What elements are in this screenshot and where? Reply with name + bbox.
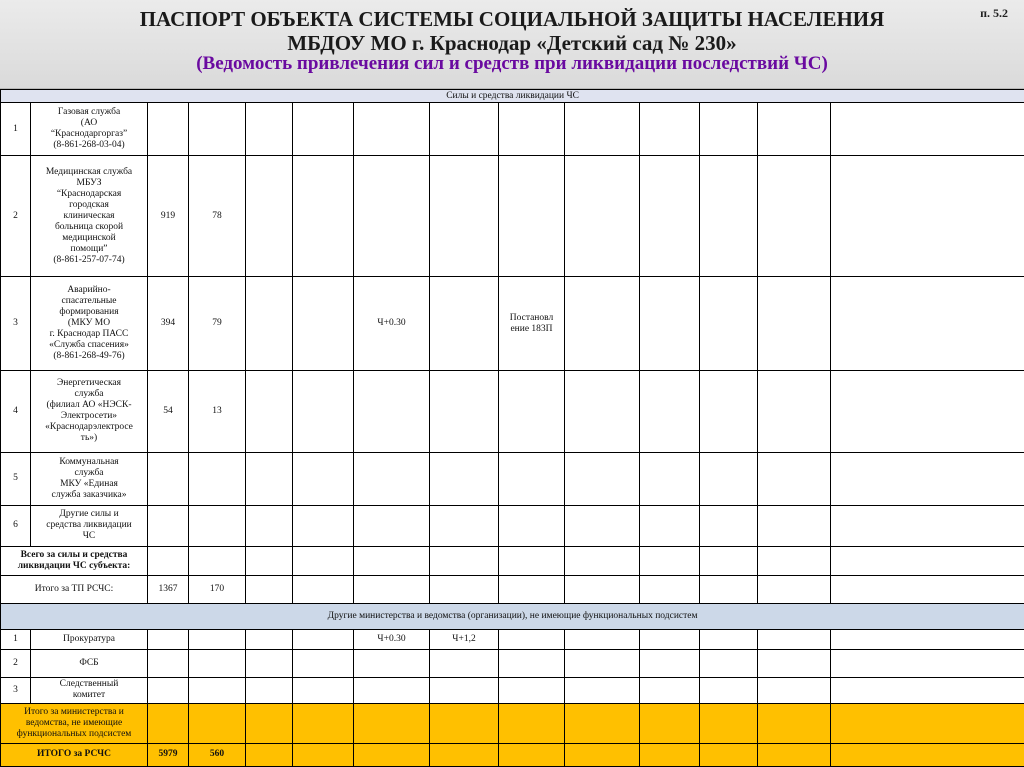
grand-total-label: ИТОГО за РСЧС [1,743,148,766]
cell-readiness-time [354,649,430,677]
table-row [1,452,1024,505]
cell-readiness-time [354,452,430,505]
cell-personnel [148,103,189,156]
tp-total-equipment: 170 [189,575,246,603]
table-row [1,103,1024,156]
title-line-2: МБДОУ МО г. Краснодар «Детский сад № 230» [287,31,737,55]
row-number: 1 [1,629,31,649]
cell-readiness-time [354,103,430,156]
cell-equipment: 79 [189,277,246,371]
row-number: 2 [1,156,31,277]
ministries-total-label: Итого за министерства и ведомства, не имеющие функциональных подсистем [1,703,148,743]
cell-basis: Постановл ение 183П [499,277,565,371]
cell-personnel [148,505,189,546]
cell-equipment [189,452,246,505]
section-2-header-row [1,603,1024,629]
cell-readiness-time-2 [430,649,499,677]
subtotal-row [1,546,1024,575]
table-row [1,629,1024,649]
grand-total-equipment: 560 [189,743,246,766]
cell-basis [499,505,565,546]
cell-equipment: 13 [189,371,246,452]
cell-equipment [189,505,246,546]
tp-total-personnel: 1367 [148,575,189,603]
cell-personnel: 54 [148,371,189,452]
section-1-header-row [1,90,1024,103]
organization-name: Прокуратура [31,629,148,649]
cell-readiness-time [354,371,430,452]
tp-total-label: Итого за ТП РСЧС: [1,575,148,603]
cell-readiness-time-2 [430,677,499,703]
service-name: Медицинская служба МБУЗ “Краснодарская городская клиническая больница скорой медицинской помощи” (8-861-257-07-74) [31,156,148,277]
cell-equipment [189,103,246,156]
organization-name: Следственный комитет [31,677,148,703]
cell-readiness-time: Ч+0.30 [354,277,430,371]
row-number: 3 [1,277,31,371]
row-number: 2 [1,649,31,677]
row-number: 1 [1,103,31,156]
cell-readiness-time: Ч+0.30 [354,629,430,649]
cell-basis [499,156,565,277]
table-row [1,677,1024,703]
section-1-title: Силы и средства ликвидации ЧС [1,90,1024,103]
cell-personnel: 394 [148,277,189,371]
tp-total-row [1,575,1024,603]
title-line-3: (Ведомость привлечения сил и средств при ликвидации последствий ЧС) [196,53,828,74]
table-row [1,371,1024,452]
grand-total-row [1,743,1024,766]
table-row [1,649,1024,677]
cell-readiness-time-2: Ч+1,2 [430,629,499,649]
page-reference: п. 5.2 [980,6,1008,20]
cell-basis [499,371,565,452]
subtotal-label: Всего за силы и средства ликвидации ЧС субъекта: [1,546,148,575]
table-row [1,277,1024,371]
forces-table [0,89,1024,767]
section-2-title: Другие министерства и ведомства (организации), не имеющие функциональных подсистем [1,603,1024,629]
cell-personnel: 919 [148,156,189,277]
service-name: Энергетическая служба (филиал АО «НЭСК- Электросети» «Краснодарэлектросе ть») [31,371,148,452]
cell-basis [499,452,565,505]
service-name: Газовая служба (АО “Краснодаргоргаз” (8-861-268-03-04) [31,103,148,156]
cell-readiness-time [354,505,430,546]
organization-name: ФСБ [31,649,148,677]
cell-readiness-time [354,677,430,703]
row-number: 3 [1,677,31,703]
cell-readiness-time [354,156,430,277]
grand-total-personnel: 5979 [148,743,189,766]
cell-equipment: 78 [189,156,246,277]
title-line-1: ПАСПОРТ ОБЪЕКТА СИСТЕМЫ СОЦИАЛЬНОЙ ЗАЩИТЫ НАСЕЛЕНИЯ [139,7,885,31]
service-name: Аварийно- спасательные формирования (МКУ МО г. Краснодар ПАСС «Служба спасения» (8-861-268-49-76) [31,277,148,371]
service-name: Коммунальная служба МКУ «Единая служба заказчика» [31,452,148,505]
ministries-total-row [1,703,1024,743]
cell-personnel [148,452,189,505]
service-name: Другие силы и средства ликвидации ЧС [31,505,148,546]
table-row [1,156,1024,277]
table-row [1,505,1024,546]
row-number: 6 [1,505,31,546]
row-number: 4 [1,371,31,452]
cell-basis [499,103,565,156]
row-number: 5 [1,452,31,505]
slide-header [0,0,1024,89]
